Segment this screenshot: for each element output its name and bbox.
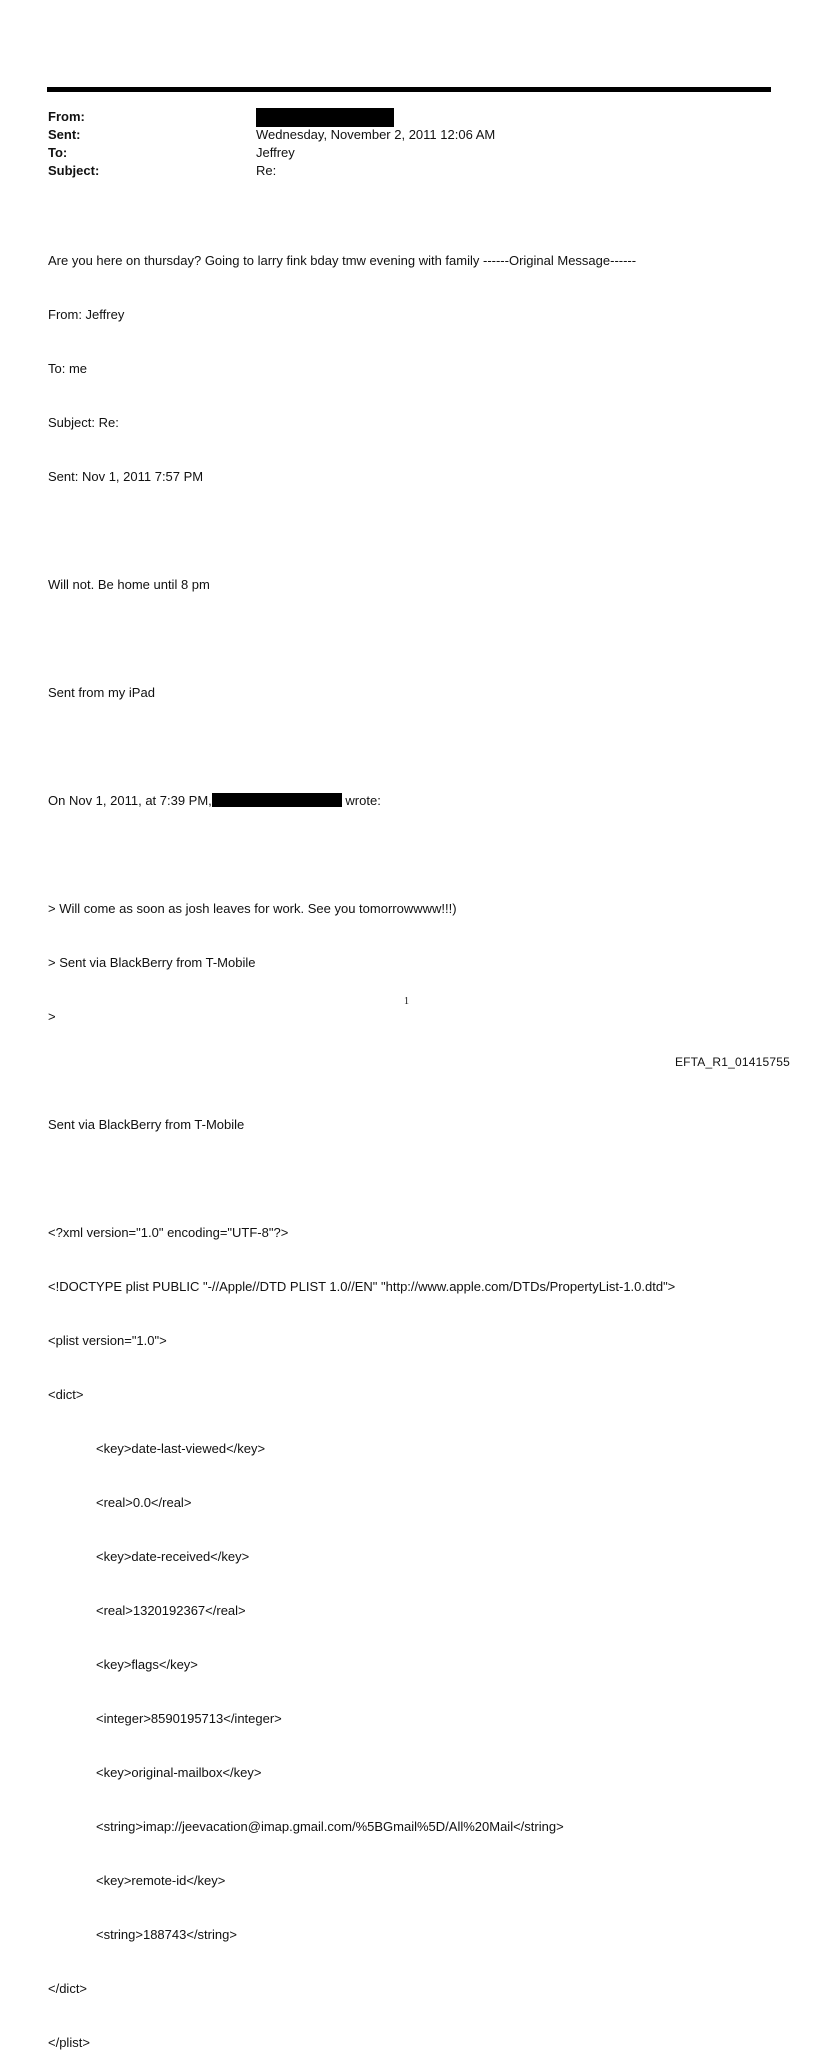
original-sent: Sent: Nov 1, 2011 7:57 PM <box>48 469 204 484</box>
attribution-wrote: wrote: <box>341 793 381 808</box>
xml-line: <real>0.0</real> <box>96 1495 192 1510</box>
xml-line: <key>flags</key> <box>96 1657 198 1672</box>
from-label: From: <box>48 109 85 124</box>
xml-line: <?xml version="1.0" encoding="UTF-8"?> <box>48 1225 289 1240</box>
xml-line: </plist> <box>48 2035 90 2050</box>
page-number: 1 <box>404 996 409 1007</box>
signature-line: Sent via BlackBerry from T-Mobile <box>48 1117 245 1132</box>
subject-label: Subject: <box>48 163 100 178</box>
message-body <box>48 216 778 2070</box>
xml-line: <key>original-mailbox</key> <box>96 1765 262 1780</box>
original-to: To: me <box>48 361 88 376</box>
email-redaction <box>212 793 342 807</box>
xml-line: <dict> <box>48 1387 84 1402</box>
to-value: Jeffrey <box>256 145 295 160</box>
to-label: To: <box>48 145 68 160</box>
sent-value: Wednesday, November 2, 2011 12:06 AM <box>256 127 496 142</box>
xml-line: <plist version="1.0"> <box>48 1333 167 1348</box>
xml-line: <!DOCTYPE plist PUBLIC "-//Apple//DTD PLIST 1.0//EN" "http://www.apple.com/DTDs/PropertyList-1.0.dtd"> <box>48 1279 676 1294</box>
xml-line: <integer>8590195713</integer> <box>96 1711 282 1726</box>
xml-line: <real>1320192367</real> <box>96 1603 246 1618</box>
quoted-line: > Sent via BlackBerry from T-Mobile <box>48 955 256 970</box>
sent-label: Sent: <box>48 127 81 142</box>
signature-line: Sent from my iPad <box>48 685 155 700</box>
bates-number: EFTA_R1_01415755 <box>674 1055 790 1069</box>
body-line: Will not. Be home until 8 pm <box>48 577 210 592</box>
xml-line: <string>imap://jeevacation@imap.gmail.com/%5BGmail%5D/All%20Mail</string> <box>96 1819 564 1834</box>
xml-line: </dict> <box>48 1981 88 1996</box>
original-subject: Subject: Re: <box>48 415 119 430</box>
quoted-line: > <box>48 1009 56 1024</box>
subject-value: Re: <box>256 163 277 178</box>
xml-line: <key>date-received</key> <box>96 1549 250 1564</box>
quote-attribution <box>48 792 778 810</box>
xml-line: <key>remote-id</key> <box>96 1873 226 1888</box>
attribution-text: On Nov 1, 2011, at 7:39 PM, <box>48 793 212 808</box>
original-from: From: Jeffrey <box>48 307 125 322</box>
quoted-line: > Will come as soon as josh leaves for work. See you tomorrowwww!!!) <box>48 901 457 916</box>
body-line: Are you here on thursday? Going to larry fink bday tmw evening with family ------Original Message------ <box>48 253 637 268</box>
header-rule <box>47 87 771 92</box>
xml-line: <string>188743</string> <box>96 1927 237 1942</box>
xml-line: <key>date-last-viewed</key> <box>96 1441 266 1456</box>
